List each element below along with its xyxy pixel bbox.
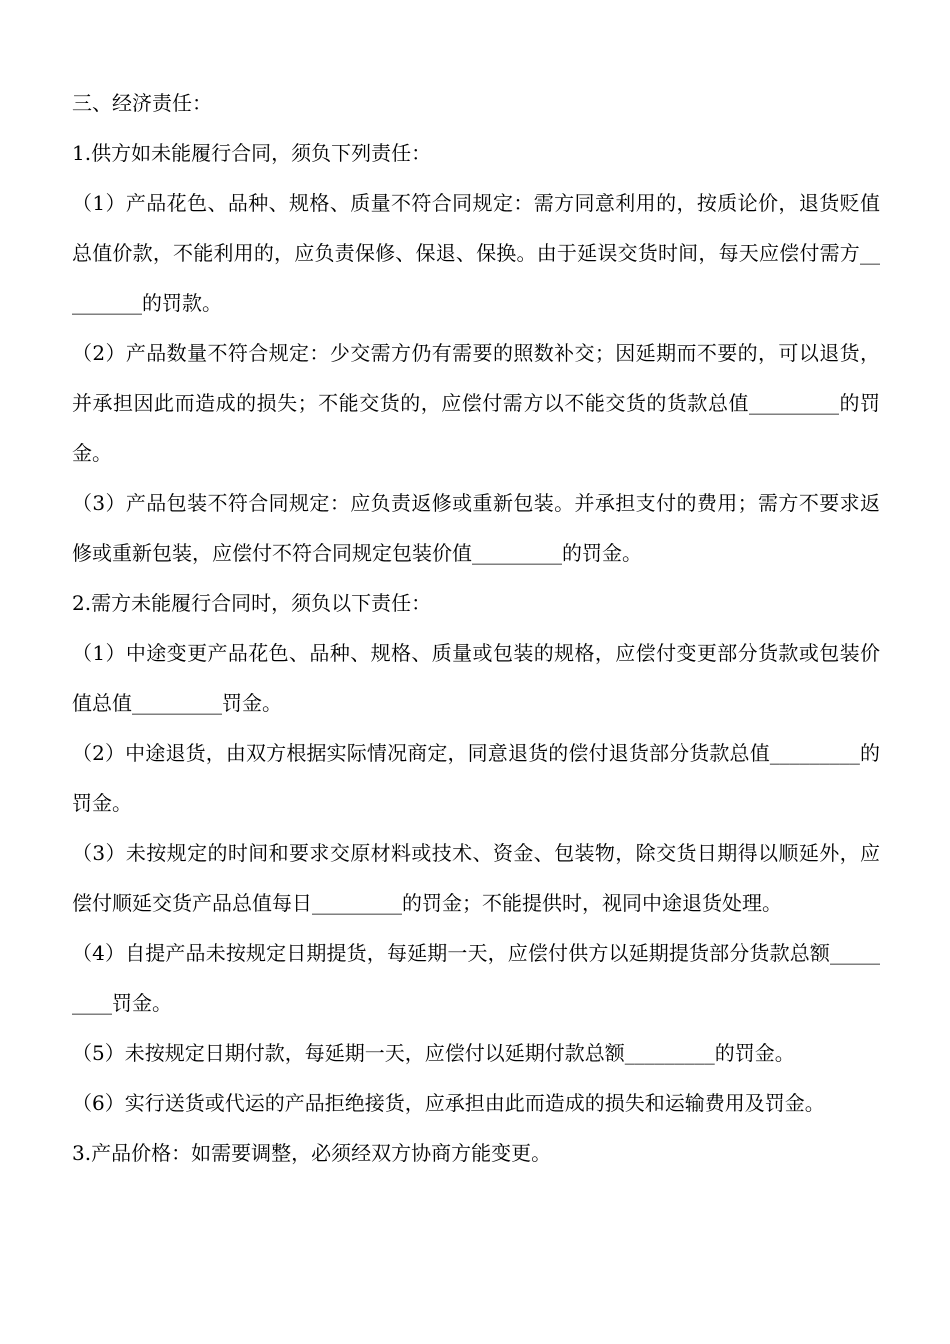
clause-paragraph: （1）中途变更产品花色、品种、规格、质量或包装的规格，应偿付变更部分货款或包装价值总值_________罚金。 (72, 641, 880, 715)
clause-paragraph: （4）自提产品未按规定日期提货，每延期一天，应偿付供方以延期提货部分货款总额_________罚金。 (72, 941, 880, 1015)
price-clause: 3.产品价格：如需要调整，必须经双方协商方能变更。 (72, 1141, 552, 1165)
supplier-liability-heading: 1.供方如未能履行合同，须负下列责任： (72, 141, 432, 165)
clause-paragraph: （1）产品花色、品种、规格、质量不符合同规定：需方同意利用的，按质论价，退货贬值总值价款，不能利用的，应负责保修、保退、保换。由于延误交货时间，每天应偿付需方_________的罚款。 (72, 191, 880, 315)
clause-paragraph: （2）中途退货，由双方根据实际情况商定，同意退货的偿付退货部分货款总值_________的罚金。 (72, 741, 880, 815)
clause-paragraph: （2）产品数量不符合规定：少交需方仍有需要的照数补交；因延期而不要的，可以退货，并承担因此而造成的损失；不能交货的，应偿付需方以不能交货的货款总值_________的罚金。 (72, 341, 880, 465)
clause-paragraph: （3）未按规定的时间和要求交原材料或技术、资金、包装物，除交货日期得以顺延外，应偿付顺延交货产品总值每日_________的罚金；不能提供时，视同中途退货处理。 (72, 841, 880, 915)
clause-paragraph: （5）未按规定日期付款，每延期一天，应偿付以延期付款总额_________的罚金。 (72, 1041, 795, 1065)
document-page (72, 78, 880, 1178)
clause-paragraph: （6）实行送货或代运的产品拒绝接货，应承担由此而造成的损失和运输费用及罚金。 (72, 1091, 825, 1115)
buyer-liability-heading: 2.需方未能履行合同时，须负以下责任： (72, 591, 432, 615)
section-heading: 三、经济责任： (72, 91, 212, 115)
clause-paragraph: （3）产品包装不符合同规定：应负责返修或重新包装。并承担支付的费用；需方不要求返修或重新包装，应偿付不符合同规定包装价值_________的罚金。 (72, 491, 880, 565)
